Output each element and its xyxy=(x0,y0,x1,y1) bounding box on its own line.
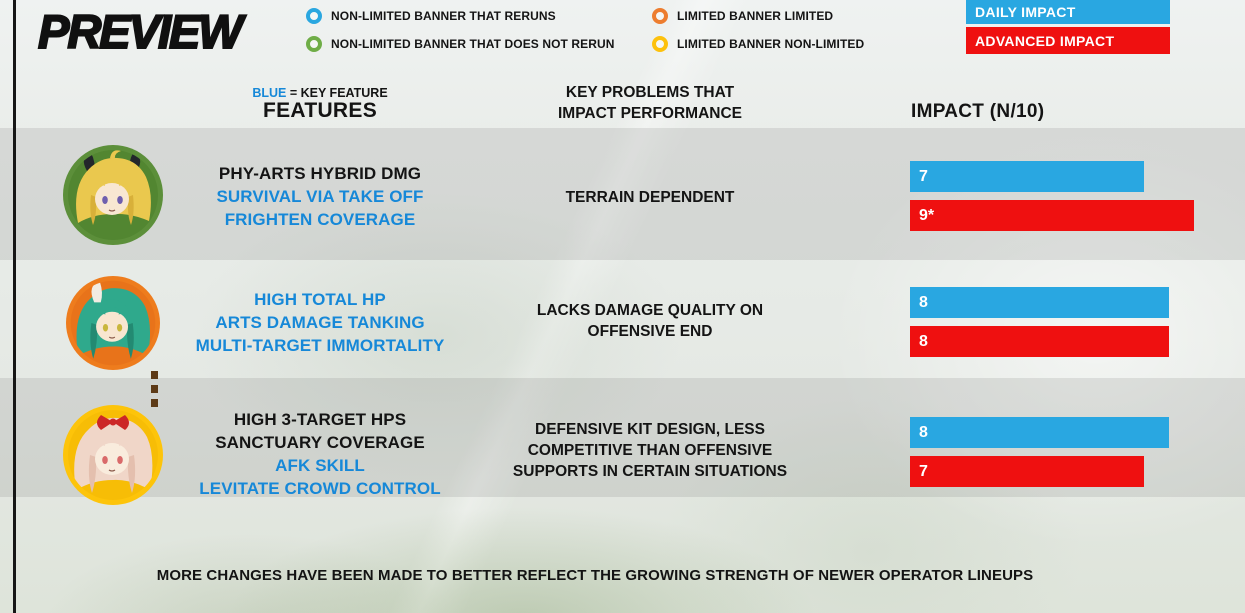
problem-line: SUPPORTS IN CERTAIN SITUATIONS xyxy=(512,463,788,480)
yellow-ring-icon xyxy=(652,36,668,52)
problem-line: DEFENSIVE KIT DESIGN, LESS xyxy=(535,421,765,438)
advanced-impact-bar-row3 xyxy=(910,456,1144,487)
problems-cell-row1 xyxy=(495,187,805,208)
bar-value-label: 8 xyxy=(919,332,928,350)
green-ring-icon xyxy=(306,36,322,52)
feature-line: AFK SKILL xyxy=(275,456,365,475)
features-column-header: FEATURES xyxy=(262,99,377,122)
problem-line: LACKS DAMAGE QUALITY ON xyxy=(536,302,764,319)
problem-line: TERRAIN DEPENDENT xyxy=(565,189,735,206)
advanced-impact-legend xyxy=(966,27,1170,54)
feature-line: ARTS DAMAGE TANKING xyxy=(215,313,425,332)
problems-header-line2: IMPACT PERFORMANCE xyxy=(558,105,742,122)
problem-line: COMPETITIVE THAN OFFENSIVE xyxy=(527,442,773,459)
feature-line: SURVIVAL VIA TAKE OFF xyxy=(216,187,424,206)
feature-line: LEVITATE CROWD CONTROL xyxy=(199,479,441,498)
bar-value-label: 9* xyxy=(919,206,935,224)
key-feature-note xyxy=(170,86,470,100)
legend-item-nonlimited-norerun xyxy=(306,36,615,52)
footer-note: MORE CHANGES HAVE BEEN MADE TO BETTER REFLECT THE GROWING STRENGTH OF NEWER OPERATOR LINEUPS xyxy=(156,567,1034,584)
features-cell-row3 xyxy=(170,408,470,500)
operator-2-avatar-image xyxy=(66,276,160,370)
problems-column-header xyxy=(495,82,805,124)
blue-ring-icon xyxy=(306,8,322,24)
legend-label: NON-LIMITED BANNER THAT RERUNS xyxy=(331,9,556,23)
problems-cell-row2 xyxy=(495,300,805,342)
features-cell-row2 xyxy=(170,288,470,357)
orange-ring-icon xyxy=(652,8,668,24)
key-note-rest: = KEY FEATURE xyxy=(286,86,388,100)
legend-label: LIMITED BANNER LIMITED xyxy=(677,9,834,23)
problem-line: OFFENSIVE END xyxy=(587,323,713,340)
features-cell-row1 xyxy=(170,162,470,231)
legend-item-nonlimited-rerun xyxy=(306,8,556,24)
daily-impact-label: DAILY IMPACT xyxy=(975,4,1076,20)
avatar-dashed-connector xyxy=(151,371,158,408)
bar-value-label: 8 xyxy=(919,293,928,311)
feature-line: MULTI-TARGET IMMORTALITY xyxy=(195,336,445,355)
page-title: PREVIEW xyxy=(38,5,241,58)
feature-line: SANCTUARY COVERAGE xyxy=(215,433,425,452)
daily-impact-bar-row2 xyxy=(910,287,1169,318)
advanced-impact-bar-row1 xyxy=(910,200,1194,231)
feature-line: FRIGHTEN COVERAGE xyxy=(224,210,416,229)
bar-value-label: 7 xyxy=(919,462,928,480)
feature-line: HIGH 3-TARGET HPS xyxy=(233,410,407,429)
problems-header-line1: KEY PROBLEMS THAT xyxy=(565,84,735,101)
legend-item-limited-nonlimited xyxy=(652,36,864,52)
daily-impact-bar-row1 xyxy=(910,161,1144,192)
feature-line: HIGH TOTAL HP xyxy=(254,290,386,309)
legend-item-limited-limited xyxy=(652,8,833,24)
feature-line: PHY-ARTS HYBRID DMG xyxy=(218,164,422,183)
operator-1-avatar-image xyxy=(63,145,163,245)
problems-cell-row3 xyxy=(495,419,805,482)
daily-impact-legend xyxy=(966,0,1170,24)
left-border-line xyxy=(13,0,16,613)
legend-label: NON-LIMITED BANNER THAT DOES NOT RERUN xyxy=(331,37,615,51)
daily-impact-bar-row3 xyxy=(910,417,1169,448)
legend-label: LIMITED BANNER NON-LIMITED xyxy=(677,37,865,51)
key-note-word: BLUE xyxy=(252,86,287,100)
advanced-impact-label: ADVANCED IMPACT xyxy=(975,32,1115,49)
operator-1-avatar xyxy=(63,145,163,245)
operator-3-avatar-image xyxy=(63,405,163,505)
bar-value-label: 7 xyxy=(919,167,928,185)
operator-3-avatar xyxy=(63,405,163,505)
operator-2-avatar xyxy=(66,276,160,370)
advanced-impact-bar-row2 xyxy=(910,326,1169,357)
bar-value-label: 8 xyxy=(919,423,928,441)
impact-column-header: IMPACT (N/10) xyxy=(911,101,1045,122)
